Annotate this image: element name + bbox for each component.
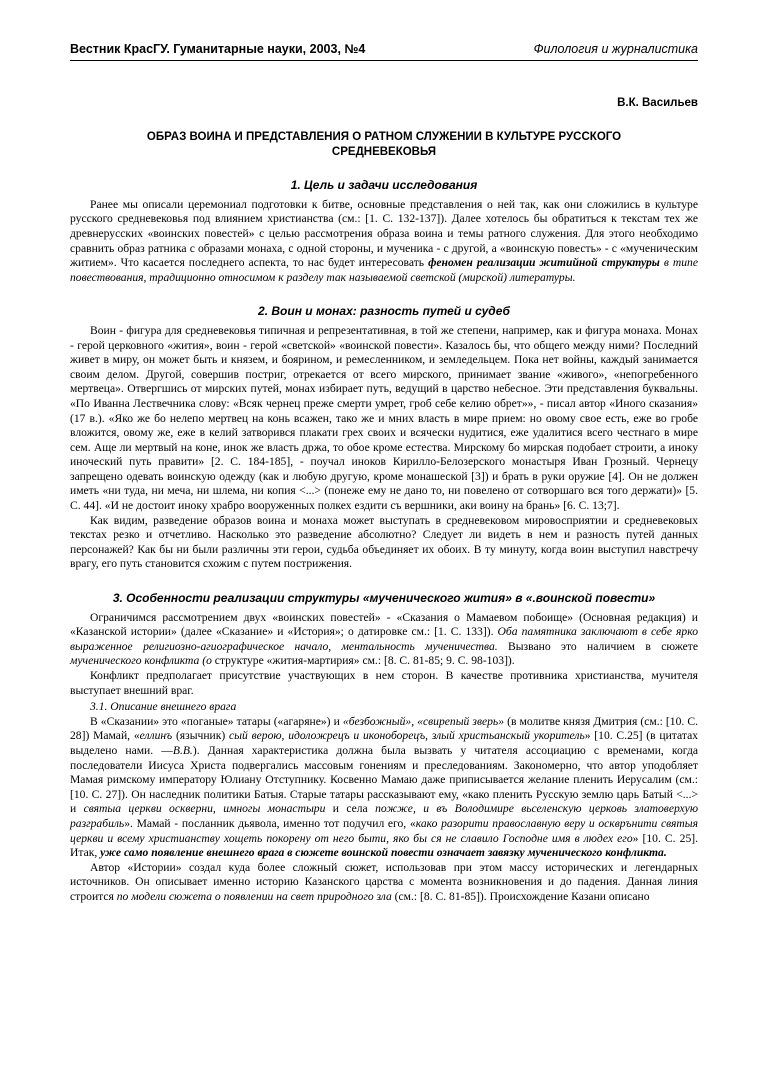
section-1-paragraph: Ранее мы описали церемониал подготовки к битве, основные представления о ней так, как они сложились в культуре русского средневековья под влиянием христианства (см.: [1. С. 132-137]). Далее хотелось бы обратиться к текстам тех же древнерусских «воинских повестей» с целью рассмотрения образа воина и темы ратного служения. Для этого необходимо сравнить образ ратника с образами монаха, с одной стороны, и мученика - с другой, а «воинскую повесть» - с «мученическим житием». Что касается последнего аспекта, то нас будет интересовать феномен реализации житийной структуры в типе повествования, традиционно относимом к разделу так называемой светской (мирской) литературы. xyxy=(70,197,698,284)
running-header xyxy=(70,42,698,61)
article-author: В.К. Васильев xyxy=(617,96,698,109)
section-3-paragraph-3: В «Сказании» это «поганые» татары («агаряне») и «безбожный», «свирепый зверь» (в молитве князя Дмитрия (см.: [10. С. 28]) Мамай, «еллинъ (язычник) сый верою, идоложрецъ и иконоборецъ, злый христьанскый укоритель» [10. С.25] (в цитатах выделено нами. —В.В.). Данная характеристика должна была вызвать у читателя ассоциацию с временами, когда последователи Иисуса Христа подвергались массовым гонениям и преследованиям. Закономерно, что автор уподобляет Мамая римскому императору Юлиану Отступнику. Косвенно Мамаю даже приписывается желание пленить Иерусалим (см.: [10. С. 27]). Он наследник политики Батыя. Старые татары рассказывают ему, «како пленить Русскую землю царь Батый <...> и святыа церкви оскверни, имногы монастыри и села пожже, и въ Володимире вьселенскую церковь златоверхую разграбиль». Мамай - посланник дьявола, именно тот подучил его, «како разорити православную веру и оскврънити святыя церкви и всему христианству хощеть покорену от него быти, яко бы ся не славило Господне имя в людех его» [10. С. 25]. Итак, уже само появление внешнего врага в сюжете воинской повести означает завязку мученического конфликта. xyxy=(70,714,699,860)
section-2-heading: 2. Воин и монах: разность путей и судеб xyxy=(258,304,510,319)
section-3-heading: 3. Особенности реализации структуры «мученического жития» в «.воинской повести» xyxy=(112,591,656,606)
article-title: ОБРАЗ ВОИНА И ПРЕДСТАВЛЕНИЯ О РАТНОМ СЛУЖЕНИИ В КУЛЬТУРЕ РУССКОГО СРЕДНЕВЕКОВЬЯ xyxy=(146,131,622,158)
section-2-paragraph-1: Воин - фигура для средневековья типичная и репрезентативная, в той же степени, например, как и фигура монаха. Монах - герой церковного «жития», воин - герой «светской» «воинской повести». Казалось бы, что общего между ними? Последний живет в миру, он может быть и князем, и боярином, и ремесленником, и земледельцем. Пока нет войны, каждый занимается своим делом. Другой, совершив постриг, отрекается от всего мирского, принимает звание «живого», «непогребенного мертвеца». Отвергшись от мирских путей, монах избирает путь, ведущий в царство небесное. Эти представления буквальны. «По Иванна Лествечника слову: «Всяк чернец преже смерти умрет, гроб себе келию обрет»», - писал автор «Иного сказания» (17 в.). «Яко же бо нелепо мертвец на конь всажен, тако же и мних власть в мире прием: но овому свое есть, еже во гробе вложится, овому же, еже в келий затворився плакати грех своих и всячески нудитися, еже удалитися всего честнаго в мире сем. Аще ли мертвый на коне, инок же власть држа, то обое кроме естества. Мирскому бо мирская подобает строити, а иноку иноческий путь правити» [2. С. 184-185], - поучал иноков Кирилло-Белозерского монастыря Иван Грозный. Чернецу запрещено одевать воинскую одежду (как и любую другую, кроме монашеской [3]) и брать в руки оружие [4]. Он не должен иметь «ни туда, ни меча, ни шлема, ни копия <...> (понеже ему не дано то, ни повелено от сотворшаго вся того держати)» [5. С. 44]. «И не достоит иноку храбро вооруженных полкех ездити съ вершники, аки воину на брань» [6. С. 13;7]. xyxy=(70,323,698,513)
section-3-paragraph-1: Ограничимся рассмотрением двух «воинских повестей» - «Сказания о Мамаевом побоище» (Основная редакция) и «Казанской истории» (далее «Сказание» и «История»; о датировке см.: [1. С. 133]). Оба памятника заключают в себе ярко выраженное религиозно-агиографическое начало, ментальность мученичества. Вызвано это наличием в сюжете мученического конфликта (о структуре «жития-мартирия» см.: [8. С. 81-85; 9. С. 98-103]). xyxy=(70,610,698,668)
section-3-paragraph-2: Конфликт предполагает присутствие участвующих в нем сторон. В качестве противника христианства, мучителя выступает внешний враг. xyxy=(70,669,698,697)
journal-section: Филология и журналистика xyxy=(533,42,698,56)
journal-name: Вестник КрасГУ. Гуманитарные науки, 2003, №4 xyxy=(70,42,366,56)
journal-page xyxy=(70,42,698,905)
section-2-paragraph-2: Как видим, разведение образов воина и монаха может выступать в средневековом мировосприятии и средневековых текстах резко и отчетливо. Насколько это разведение абсолютно? Следует ли видеть в нем и разность путей данных персонажей? Как бы ни были различны эти герои, судьба объединяет их обоих. В ту минуту, когда воин выступил навстречу врагу, его путь становится схожим с путем пострижения. xyxy=(70,513,698,571)
section-1-heading: 1. Цель и задачи исследования xyxy=(290,178,478,193)
section-3-paragraph-4: Автор «Истории» создал куда более сложный сюжет, использовав при этом массу исторических и легендарных источников. Он описывает именно историю Казанского царства с момента возникновения и до падения. Данная линия строится по модели сюжета о появлении на свет природного зла (см.: [8. С. 81-85]). Происхождение Казани описано xyxy=(70,860,698,903)
subsection-3-1-heading: 3.1. Описание внешнего врага xyxy=(90,700,237,714)
